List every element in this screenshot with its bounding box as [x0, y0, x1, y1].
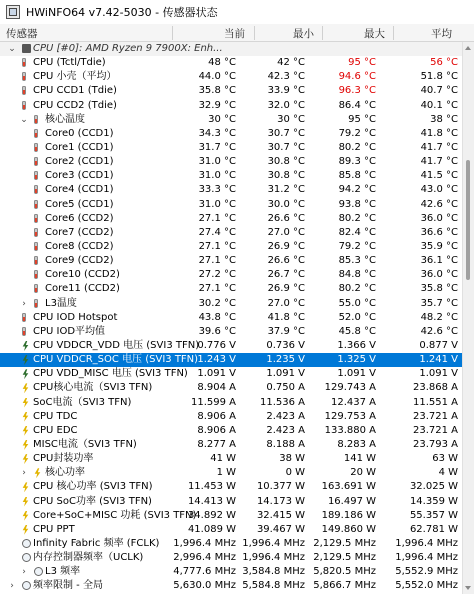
min-value: 26.6 °C: [267, 212, 305, 224]
thermometer-icon: [34, 299, 38, 308]
max-value: 20 W: [350, 467, 376, 479]
avg-value: 63 W: [432, 453, 458, 465]
thermometer-icon: [22, 313, 26, 322]
avg-value: 5,552.9 MHz: [395, 566, 458, 578]
current-value: 31.0 °C: [198, 156, 236, 168]
sensor-row[interactable]: [0, 509, 462, 523]
sensor-label: Core7 (CCD2): [45, 226, 114, 238]
max-value: 84.8 °C: [338, 269, 376, 281]
max-value: 133.880 A: [324, 424, 376, 436]
min-value: 30.8 °C: [267, 170, 305, 182]
current-value: 31.0 °C: [198, 198, 236, 210]
max-value: 86.4 °C: [338, 99, 376, 111]
max-value: 12.437 A: [330, 396, 376, 408]
min-value: 10.377 W: [256, 481, 305, 493]
min-value: 27.0 °C: [267, 297, 305, 309]
max-value: 55.0 °C: [338, 297, 376, 309]
min-value: 37.9 °C: [267, 325, 305, 337]
sensor-row[interactable]: [0, 99, 462, 113]
sensor-label: Core10 (CCD2): [45, 269, 120, 281]
sensor-label: 核心功率: [45, 467, 85, 479]
min-value: 2.423 A: [266, 424, 305, 436]
min-value: 39.467 W: [256, 523, 305, 535]
sensor-label: Core5 (CCD1): [45, 198, 114, 210]
sensor-row[interactable]: [0, 523, 462, 537]
thermometer-icon: [34, 200, 38, 209]
sensor-row[interactable]: [0, 438, 462, 452]
sensor-label: CPU (Tctl/Tdie): [33, 57, 106, 69]
thermometer-icon: [34, 284, 38, 293]
avg-value: 1.241 V: [419, 354, 458, 366]
sensor-label: CPU核心电流（SVI3 TFN): [33, 382, 153, 394]
avg-value: 11.551 A: [412, 396, 458, 408]
hwinfo-app-icon: [6, 5, 20, 19]
max-value: 1.325 V: [337, 354, 376, 366]
thermometer-icon: [34, 171, 38, 180]
sensor-label: CPU PPT: [33, 523, 75, 535]
column-divider[interactable]: [322, 26, 323, 40]
thermometer-icon: [34, 185, 38, 194]
sensor-row[interactable]: [0, 268, 462, 282]
clock-icon: [22, 581, 31, 590]
min-value: 30.8 °C: [267, 156, 305, 168]
sensor-label: Core0 (CCD1): [45, 127, 114, 139]
avg-value: 5,552.0 MHz: [395, 580, 458, 592]
min-value: 32.0 °C: [267, 99, 305, 111]
column-divider[interactable]: [172, 26, 173, 40]
min-value: 5,584.8 MHz: [242, 580, 305, 592]
max-value: 80.2 °C: [338, 212, 376, 224]
sensor-row[interactable]: [0, 297, 462, 311]
sensor-row[interactable]: [0, 396, 462, 410]
max-value: 1.091 V: [337, 368, 376, 380]
sensor-label: Core6 (CCD2): [45, 212, 114, 224]
current-value: 0.776 V: [197, 339, 236, 351]
max-value: 2,129.5 MHz: [313, 552, 376, 564]
sensor-row[interactable]: [0, 169, 462, 183]
current-value: 27.4 °C: [198, 226, 236, 238]
sensor-row[interactable]: [0, 141, 462, 155]
avg-value: 14.359 W: [409, 495, 458, 507]
avg-value: 41.5 °C: [420, 170, 458, 182]
avg-value: 40.7 °C: [420, 85, 458, 97]
max-value: 189.186 W: [321, 509, 376, 521]
chevron-right-icon[interactable]: ›: [22, 468, 26, 479]
min-value: 26.7 °C: [267, 269, 305, 281]
sensor-row[interactable]: [0, 226, 462, 240]
min-value: 31.2 °C: [267, 184, 305, 196]
avg-value: 23.721 A: [412, 424, 458, 436]
sensor-row[interactable]: [0, 127, 462, 141]
current-value: 5,630.0 MHz: [173, 580, 236, 592]
current-value: 41.089 W: [187, 523, 236, 535]
current-value: 31.7 °C: [198, 141, 236, 153]
avg-value: 41.7 °C: [420, 156, 458, 168]
sensor-row[interactable]: [0, 452, 462, 466]
max-value: 52.0 °C: [338, 311, 376, 323]
current-value: 14.413 W: [187, 495, 236, 507]
thermometer-icon: [34, 129, 38, 138]
min-value: 26.9 °C: [267, 240, 305, 252]
sensor-label: Core4 (CCD1): [45, 184, 114, 196]
sensor-label: CPU CCD1 (Tdie): [33, 85, 117, 97]
scroll-up-icon[interactable]: [465, 46, 471, 50]
thermometer-icon: [22, 58, 26, 67]
chevron-down-icon[interactable]: ⌄: [20, 114, 28, 125]
clock-icon: [22, 553, 31, 562]
sensor-label: CPU TDC: [33, 410, 78, 422]
column-header: [0, 24, 474, 42]
max-value: 149.860 W: [321, 523, 376, 535]
current-value: 1,996.4 MHz: [173, 537, 236, 549]
max-value: 85.8 °C: [338, 170, 376, 182]
sensor-label: CPU [#0]: AMD Ryzen 9 7900X: Enh...: [33, 43, 223, 54]
sensor-row[interactable]: [0, 70, 462, 84]
current-value: 1.243 V: [197, 354, 236, 366]
power-bolt-icon: [22, 440, 29, 450]
sensor-row[interactable]: [0, 537, 462, 551]
current-value: 33.3 °C: [198, 184, 236, 196]
sensor-label: Core1 (CCD1): [45, 141, 114, 153]
current-value: 1.091 V: [197, 368, 236, 380]
power-bolt-icon: [22, 398, 29, 408]
sensor-row[interactable]: [0, 410, 462, 424]
min-value: 1,996.4 MHz: [242, 552, 305, 564]
max-value: 8.283 A: [337, 438, 376, 450]
thermometer-icon: [34, 256, 38, 265]
sensor-row[interactable]: [0, 42, 462, 56]
avg-value: 41.8 °C: [420, 127, 458, 139]
min-value: 26.9 °C: [267, 283, 305, 295]
sensor-row[interactable]: [0, 183, 462, 197]
sensor-label: CPU IOD平均值: [33, 325, 106, 337]
avg-value: 41.7 °C: [420, 141, 458, 153]
column-header-sensor[interactable]: 传感器: [6, 28, 38, 40]
sensor-label: CPU IOD Hotspot: [33, 311, 118, 323]
min-value: 0 W: [285, 467, 305, 479]
avg-value: 55.357 W: [409, 509, 458, 521]
column-divider[interactable]: [393, 26, 394, 40]
min-value: 1,996.4 MHz: [242, 537, 305, 549]
max-value: 16.497 W: [327, 495, 376, 507]
sensor-label: SoC电流（SVI3 TFN): [33, 396, 132, 408]
sensor-label: CPU CCD2 (Tdie): [33, 99, 117, 111]
thermometer-icon: [34, 242, 38, 251]
current-value: 27.1 °C: [198, 240, 236, 252]
sensor-row[interactable]: [0, 325, 462, 339]
sensor-label: CPU EDC: [33, 424, 78, 436]
column-divider[interactable]: [254, 26, 255, 40]
min-value: 0.736 V: [266, 339, 305, 351]
min-value: 30.7 °C: [267, 127, 305, 139]
sensor-label: Core2 (CCD1): [45, 156, 114, 168]
min-value: 2.423 A: [266, 410, 305, 422]
voltage-icon: [22, 341, 29, 351]
sensor-label: CPU 小壳（平均）: [33, 71, 117, 83]
avg-value: 0.877 V: [419, 339, 458, 351]
max-value: 93.8 °C: [338, 198, 376, 210]
current-value: 27.1 °C: [198, 283, 236, 295]
min-value: 0.750 A: [266, 382, 305, 394]
min-value: 38 W: [279, 453, 305, 465]
avg-value: 62.781 W: [409, 523, 458, 535]
sensor-row[interactable]: [0, 56, 462, 70]
avg-value: 1.091 V: [419, 368, 458, 380]
sensor-row[interactable]: [0, 565, 462, 579]
avg-value: 51.8 °C: [420, 71, 458, 83]
current-value: 11.599 A: [190, 396, 236, 408]
max-value: 80.2 °C: [338, 141, 376, 153]
power-bolt-icon: [22, 426, 29, 436]
avg-value: 42.6 °C: [420, 325, 458, 337]
max-value: 95 °C: [348, 57, 376, 69]
sensor-row[interactable]: [0, 113, 462, 127]
min-value: 42 °C: [277, 57, 305, 69]
sensor-row[interactable]: [0, 495, 462, 509]
column-header-max[interactable]: 最大: [364, 28, 385, 40]
min-value: 1.091 V: [266, 368, 305, 380]
current-value: 11.453 W: [187, 481, 236, 493]
sensor-label: Core9 (CCD2): [45, 255, 114, 267]
current-value: 44.0 °C: [198, 71, 236, 83]
sensor-label: 频率限制 - 全局: [33, 580, 103, 592]
avg-value: 1,996.4 MHz: [395, 537, 458, 549]
min-value: 1.235 V: [266, 354, 305, 366]
sensor-label: Core+SoC+MISC 功耗 (SVI3 TFN): [33, 509, 197, 521]
scrollbar-thumb[interactable]: [466, 160, 470, 280]
chevron-down-icon[interactable]: ⌄: [8, 44, 16, 54]
max-value: 79.2 °C: [338, 127, 376, 139]
max-value: 94.2 °C: [338, 184, 376, 196]
max-value: 82.4 °C: [338, 226, 376, 238]
avg-value: 35.7 °C: [420, 297, 458, 309]
chevron-right-icon[interactable]: ›: [10, 581, 14, 592]
power-bolt-icon: [34, 468, 41, 478]
max-value: 141 W: [343, 453, 376, 465]
power-bolt-icon: [22, 511, 29, 521]
max-value: 129.753 A: [324, 410, 376, 422]
scroll-down-icon[interactable]: [465, 586, 471, 590]
thermometer-icon: [22, 327, 26, 336]
sensor-row[interactable]: [0, 339, 462, 353]
max-value: 1.366 V: [337, 339, 376, 351]
window-titlebar: [0, 0, 474, 24]
min-value: 42.3 °C: [267, 71, 305, 83]
power-bolt-icon: [22, 497, 29, 507]
sensor-label: L3 频率: [45, 566, 81, 578]
sensor-label: CPU SoC功率 (SVI3 TFN): [33, 495, 152, 507]
avg-value: 40.1 °C: [420, 99, 458, 111]
sensor-label: CPU VDDCR_SOC 电压 (SVI3 TFN): [33, 354, 199, 366]
avg-value: 43.0 °C: [420, 184, 458, 196]
current-value: 27.2 °C: [198, 269, 236, 281]
sensor-row[interactable]: [0, 282, 462, 296]
sensor-list: [0, 42, 462, 594]
min-value: 3,584.8 MHz: [242, 566, 305, 578]
sensor-row[interactable]: [0, 466, 462, 480]
avg-value: 38 °C: [430, 113, 458, 125]
min-value: 41.8 °C: [267, 311, 305, 323]
voltage-icon: [22, 355, 29, 365]
thermometer-icon: [34, 214, 38, 223]
avg-value: 23.868 A: [412, 382, 458, 394]
thermometer-icon: [34, 143, 38, 152]
min-value: 11.536 A: [259, 396, 305, 408]
current-value: 8.277 A: [197, 438, 236, 450]
min-value: 30.7 °C: [267, 141, 305, 153]
sensor-row[interactable]: [0, 367, 462, 381]
min-value: 33.9 °C: [267, 85, 305, 97]
max-value: 163.691 W: [321, 481, 376, 493]
sensor-row[interactable]: [0, 84, 462, 98]
current-value: 43.8 °C: [198, 311, 236, 323]
thermometer-icon: [22, 86, 26, 95]
chevron-right-icon[interactable]: ›: [22, 567, 26, 578]
thermometer-icon: [34, 270, 38, 279]
max-value: 5,866.7 MHz: [313, 580, 376, 592]
sensor-row[interactable]: [0, 240, 462, 254]
chevron-right-icon[interactable]: ›: [22, 298, 26, 309]
current-value: 31.0 °C: [198, 170, 236, 182]
min-value: 32.415 W: [256, 509, 305, 521]
column-header-current[interactable]: 当前: [224, 28, 245, 40]
current-value: 35.8 °C: [198, 85, 236, 97]
sensor-label: CPU封装功率: [33, 453, 94, 465]
sensor-label: 内存控制器频率（UCLK): [33, 552, 144, 564]
max-value: 2,129.5 MHz: [313, 537, 376, 549]
avg-value: 42.6 °C: [420, 198, 458, 210]
thermometer-icon: [34, 157, 38, 166]
voltage-icon: [22, 369, 29, 379]
max-value: 89.3 °C: [338, 156, 376, 168]
sensor-row[interactable]: [0, 212, 462, 226]
max-value: 79.2 °C: [338, 240, 376, 252]
sensor-row[interactable]: [0, 353, 462, 367]
current-value: 1 W: [216, 467, 236, 479]
min-value: 8.188 A: [266, 438, 305, 450]
sensor-label: 核心温度: [45, 113, 85, 125]
current-value: 30 °C: [208, 113, 236, 125]
avg-value: 36.0 °C: [420, 269, 458, 281]
sensor-row[interactable]: [0, 198, 462, 212]
sensor-row[interactable]: [0, 381, 462, 395]
current-value: 8.906 A: [197, 424, 236, 436]
current-value: 8.906 A: [197, 410, 236, 422]
avg-value: 23.793 A: [412, 438, 458, 450]
avg-value: 23.721 A: [412, 410, 458, 422]
sensor-label: Infinity Fabric 频率 (FCLK): [33, 537, 160, 549]
max-value: 96.3 °C: [338, 85, 376, 97]
current-value: 39.6 °C: [198, 325, 236, 337]
current-value: 27.1 °C: [198, 212, 236, 224]
max-value: 5,820.5 MHz: [313, 566, 376, 578]
window-title: HWiNFO64 v7.42-5030 - 传感器状态: [26, 6, 218, 19]
max-value: 80.2 °C: [338, 283, 376, 295]
max-value: 95 °C: [348, 113, 376, 125]
sensor-row[interactable]: [0, 551, 462, 565]
min-value: 14.173 W: [256, 495, 305, 507]
vertical-scrollbar[interactable]: [462, 42, 474, 594]
sensor-label: Core3 (CCD1): [45, 170, 114, 182]
max-value: 85.3 °C: [338, 255, 376, 267]
current-value: 48 °C: [208, 57, 236, 69]
power-bolt-icon: [22, 525, 29, 535]
sensor-row[interactable]: [0, 579, 462, 593]
sensor-row[interactable]: [0, 424, 462, 438]
sensor-label: L3温度: [45, 297, 77, 309]
current-value: 8.904 A: [197, 382, 236, 394]
power-bolt-icon: [22, 482, 29, 492]
min-value: 30.0 °C: [267, 198, 305, 210]
sensor-label: MISC电流（SVI3 TFN): [33, 438, 137, 450]
current-value: 34.892 W: [187, 509, 236, 521]
max-value: 94.6 °C: [338, 71, 376, 83]
sensor-label: Core11 (CCD2): [45, 283, 120, 295]
sensor-row[interactable]: [0, 254, 462, 268]
min-value: 26.6 °C: [267, 255, 305, 267]
sensor-row[interactable]: [0, 311, 462, 325]
column-header-avg[interactable]: 平均: [431, 28, 452, 40]
sensor-label: CPU 核心功率 (SVI3 TFN): [33, 481, 153, 493]
current-value: 30.2 °C: [198, 297, 236, 309]
current-value: 34.3 °C: [198, 127, 236, 139]
sensor-label: CPU VDD_MISC 电压 (SVI3 TFN): [33, 368, 188, 380]
power-bolt-icon: [22, 383, 29, 393]
clock-icon: [22, 539, 31, 548]
sensor-label: CPU VDDCR_VDD 电压 (SVI3 TFN): [33, 339, 200, 351]
max-value: 45.8 °C: [338, 325, 376, 337]
current-value: 2,996.4 MHz: [173, 552, 236, 564]
min-value: 30 °C: [277, 113, 305, 125]
thermometer-icon: [34, 115, 38, 124]
power-bolt-icon: [22, 454, 29, 464]
min-value: 27.0 °C: [267, 226, 305, 238]
thermometer-icon: [34, 228, 38, 237]
clock-icon: [34, 567, 43, 576]
avg-value: 48.2 °C: [420, 311, 458, 323]
thermometer-icon: [22, 72, 26, 81]
avg-value: 35.8 °C: [420, 283, 458, 295]
column-header-min[interactable]: 最小: [293, 28, 314, 40]
avg-value: 36.0 °C: [420, 212, 458, 224]
avg-value: 32.025 W: [409, 481, 458, 493]
avg-value: 35.9 °C: [420, 240, 458, 252]
current-value: 27.1 °C: [198, 255, 236, 267]
power-bolt-icon: [22, 412, 29, 422]
avg-value: 36.6 °C: [420, 226, 458, 238]
avg-value: 1,996.4 MHz: [395, 552, 458, 564]
sensor-row[interactable]: [0, 155, 462, 169]
sensor-row[interactable]: [0, 480, 462, 494]
sensor-label: Core8 (CCD2): [45, 240, 114, 252]
current-value: 32.9 °C: [198, 99, 236, 111]
max-value: 129.743 A: [324, 382, 376, 394]
current-value: 4,777.6 MHz: [173, 566, 236, 578]
avg-value: 56 °C: [430, 57, 458, 69]
avg-value: 4 W: [438, 467, 458, 479]
cpu-chip-icon: [22, 44, 31, 53]
avg-value: 36.1 °C: [420, 255, 458, 267]
current-value: 41 W: [210, 453, 236, 465]
thermometer-icon: [22, 101, 26, 110]
